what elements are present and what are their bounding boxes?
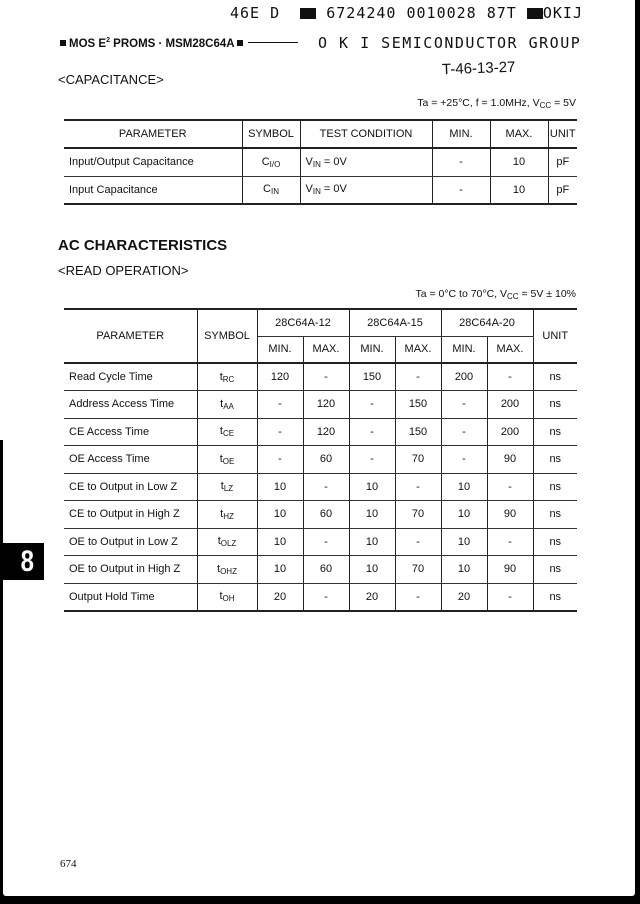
- symbol-sub: I/O: [269, 159, 281, 169]
- cell-min: -: [432, 176, 490, 204]
- symbol-base: t: [220, 397, 224, 410]
- cell-symbol: [242, 148, 300, 176]
- symbol-sub: OLZ: [220, 539, 237, 549]
- cell-value: -: [441, 391, 487, 419]
- cond-tail: = 5V: [551, 97, 576, 109]
- square-bullet-icon: [237, 40, 243, 46]
- symbol-base: t: [219, 590, 223, 602]
- scan-stamp-top: [230, 4, 583, 22]
- symbol-sub: HZ: [223, 511, 234, 521]
- read-operation-subtitle: <READ OPERATION>: [58, 263, 189, 278]
- symbol-base: C: [263, 183, 271, 196]
- cell-value: 10: [257, 473, 303, 501]
- cell-value: -: [441, 418, 487, 446]
- stamp-block-2: [527, 8, 543, 19]
- test-sub: IN: [312, 187, 321, 197]
- cell-value: 20: [257, 583, 303, 611]
- col-header-min: MIN.: [257, 336, 303, 363]
- cell-value: -: [441, 446, 487, 474]
- col-header-test-condition: TEST CONDITION: [300, 120, 432, 148]
- cell-unit: ns: [533, 583, 577, 611]
- cell-value: -: [257, 418, 303, 446]
- table-row: [64, 556, 577, 584]
- cell-unit: ns: [533, 473, 577, 501]
- col-header-unit: UNIT: [533, 309, 577, 363]
- stamp-code-2: 6724240 0010028 87T: [326, 4, 517, 22]
- cell-value: 200: [487, 391, 533, 419]
- header-series: MOS E: [69, 37, 107, 50]
- cell-test-condition: [300, 148, 432, 176]
- symbol-sub: OE: [222, 456, 235, 466]
- cell-unit: ns: [533, 556, 577, 584]
- cell-value: 10: [349, 473, 395, 501]
- cell-symbol: [197, 556, 257, 584]
- test-sub: IN: [312, 159, 321, 169]
- cond-sub: CC: [507, 292, 519, 301]
- ac-characteristics-title: AC CHARACTERISTICS: [58, 237, 228, 254]
- table-row: [64, 473, 577, 501]
- symbol-sub: OH: [222, 594, 235, 603]
- capacitance-table: [64, 119, 577, 205]
- section-tab-8: [0, 543, 44, 580]
- cell-value: -: [487, 583, 533, 611]
- cell-value: 10: [257, 528, 303, 556]
- symbol-sub: RC: [222, 374, 235, 384]
- cell-parameter: OE to Output in Low Z: [64, 528, 197, 556]
- header-rule: [248, 42, 298, 43]
- cell-unit: pF: [548, 148, 577, 176]
- symbol-base: t: [217, 535, 221, 548]
- cell-max: 10: [490, 176, 548, 204]
- handwritten-note: T-46-13-27: [441, 58, 516, 79]
- col-header-symbol: SYMBOL: [242, 120, 300, 148]
- group-header-20: 28C64A-20: [441, 309, 533, 336]
- symbol-sub: OHZ: [220, 566, 237, 576]
- col-header-max: MAX.: [303, 336, 349, 363]
- cell-unit: ns: [533, 446, 577, 474]
- cell-symbol: [242, 176, 300, 204]
- cell-parameter: Input/Output Capacitance: [64, 148, 242, 176]
- section-tab-label: 8: [20, 545, 35, 578]
- col-header-max: MAX.: [487, 336, 533, 363]
- capacitance-condition: [417, 97, 576, 110]
- cell-value: 10: [349, 501, 395, 529]
- cell-unit: pF: [548, 176, 577, 204]
- col-header-max: MAX.: [395, 336, 441, 363]
- cell-value: -: [257, 391, 303, 419]
- cell-value: 60: [303, 446, 349, 474]
- symbol-base: t: [217, 562, 221, 575]
- cond-text: Ta = 0°C to 70°C, V: [415, 288, 508, 300]
- cell-value: 200: [487, 418, 533, 446]
- cell-value: 10: [349, 528, 395, 556]
- col-header-symbol: SYMBOL: [197, 309, 257, 363]
- cell-value: -: [487, 528, 533, 556]
- cell-parameter: OE to Output in High Z: [64, 556, 197, 584]
- cell-value: 120: [303, 418, 349, 446]
- table-row: [64, 446, 577, 474]
- cell-value: 70: [395, 556, 441, 584]
- cell-value: 20: [349, 583, 395, 611]
- cell-value: 120: [303, 391, 349, 419]
- cell-value: 10: [441, 473, 487, 501]
- doc-header: [60, 37, 298, 50]
- symbol-base: C: [261, 155, 270, 168]
- cell-test-condition: [300, 176, 432, 204]
- table-row: [64, 148, 577, 176]
- cell-value: 10: [257, 501, 303, 529]
- table-row: [64, 583, 577, 611]
- table-row: [64, 528, 577, 556]
- cell-value: 90: [487, 556, 533, 584]
- cell-unit: ns: [533, 501, 577, 529]
- table-row: [64, 391, 577, 419]
- cell-value: -: [303, 583, 349, 611]
- capacitance-title: <CAPACITANCE>: [58, 72, 164, 87]
- header-superscript: 2: [106, 37, 110, 44]
- cell-parameter: CE Access Time: [64, 418, 197, 446]
- cell-symbol: [197, 501, 257, 529]
- cell-value: -: [349, 446, 395, 474]
- cell-symbol: [197, 473, 257, 501]
- ac-condition: [415, 288, 576, 301]
- cell-value: 150: [395, 418, 441, 446]
- header-product: PROMS · MSM28C64A: [109, 37, 235, 50]
- cell-value: -: [487, 363, 533, 391]
- col-header-max: MAX.: [490, 120, 548, 148]
- page-number: 674: [60, 858, 77, 870]
- cell-value: -: [303, 473, 349, 501]
- square-bullet-icon: [60, 40, 66, 46]
- group-header-15: 28C64A-15: [349, 309, 441, 336]
- col-header-parameter: PARAMETER: [64, 309, 197, 363]
- cond-sub: CC: [539, 101, 552, 110]
- cell-value: -: [303, 528, 349, 556]
- cell-symbol: [197, 528, 257, 556]
- col-header-min: MIN.: [432, 120, 490, 148]
- stamp-code-1: 46E D: [230, 4, 281, 22]
- cell-symbol: [197, 418, 257, 446]
- ac-read-table: [64, 308, 577, 612]
- cell-min: -: [432, 148, 490, 176]
- cell-symbol: [197, 583, 257, 611]
- cell-value: 150: [349, 363, 395, 391]
- cell-value: -: [257, 446, 303, 474]
- cell-parameter: Read Cycle Time: [64, 363, 197, 391]
- cell-value: 90: [487, 501, 533, 529]
- cell-value: 60: [303, 556, 349, 584]
- cell-value: 120: [257, 363, 303, 391]
- cell-value: 10: [441, 501, 487, 529]
- group-header-12: 28C64A-12: [257, 309, 349, 336]
- cell-value: -: [303, 363, 349, 391]
- cell-symbol: [197, 363, 257, 391]
- cell-unit: ns: [533, 363, 577, 391]
- cell-unit: ns: [533, 418, 577, 446]
- cell-parameter: Output Hold Time: [64, 583, 197, 611]
- test-base: V: [305, 155, 313, 168]
- cell-value: 70: [395, 446, 441, 474]
- cell-value: 150: [395, 391, 441, 419]
- cell-parameter: CE to Output in Low Z: [64, 473, 197, 501]
- table-row: [64, 418, 577, 446]
- cell-value: -: [395, 473, 441, 501]
- col-header-min: MIN.: [441, 336, 487, 363]
- cell-unit: ns: [533, 528, 577, 556]
- col-header-min: MIN.: [349, 336, 395, 363]
- cell-value: 70: [395, 501, 441, 529]
- symbol-sub: CE: [222, 429, 235, 439]
- symbol-base: t: [219, 370, 223, 383]
- cell-value: 10: [441, 528, 487, 556]
- col-header-unit: UNIT: [548, 120, 577, 148]
- cell-value: 20: [441, 583, 487, 611]
- table-row: [64, 363, 577, 391]
- cond-tail: = 5V ± 10%: [518, 288, 576, 300]
- cell-max: 10: [490, 148, 548, 176]
- cell-value: -: [395, 528, 441, 556]
- cell-value: 200: [441, 363, 487, 391]
- symbol-base: t: [219, 425, 223, 438]
- table-row: [64, 176, 577, 204]
- cell-value: 10: [441, 556, 487, 584]
- cell-value: 60: [303, 501, 349, 529]
- cell-value: -: [487, 473, 533, 501]
- symbol-sub: IN: [270, 187, 279, 197]
- cell-parameter: Input Capacitance: [64, 176, 242, 204]
- cell-value: -: [349, 418, 395, 446]
- cond-text: Ta = +25°C, f = 1.0MHz, V: [417, 97, 540, 109]
- symbol-base: t: [219, 452, 223, 465]
- cell-unit: ns: [533, 391, 577, 419]
- cell-value: -: [395, 363, 441, 391]
- cell-parameter: OE Access Time: [64, 446, 197, 474]
- col-header-parameter: PARAMETER: [64, 120, 242, 148]
- test-base: V: [305, 183, 313, 196]
- cell-symbol: [197, 446, 257, 474]
- symbol-base: t: [220, 507, 224, 520]
- left-margin: [0, 0, 3, 440]
- symbol-base: t: [220, 480, 224, 493]
- cell-value: 10: [257, 556, 303, 584]
- cell-symbol: [197, 391, 257, 419]
- cell-parameter: Address Access Time: [64, 391, 197, 419]
- symbol-sub: LZ: [223, 484, 234, 494]
- cell-value: 10: [349, 556, 395, 584]
- test-tail: = 0V: [320, 155, 347, 168]
- cell-value: -: [349, 391, 395, 419]
- table-row: [64, 501, 577, 529]
- test-tail: = 0V: [320, 183, 347, 196]
- stamp-block-1: [300, 8, 316, 19]
- cell-value: 90: [487, 446, 533, 474]
- cell-value: -: [395, 583, 441, 611]
- symbol-sub: AA: [223, 401, 234, 411]
- stamp-code-3: OKIJ: [542, 4, 583, 22]
- cell-parameter: CE to Output in High Z: [64, 501, 197, 529]
- scan-stamp-group: O K I SEMICONDUCTOR GROUP: [318, 34, 582, 52]
